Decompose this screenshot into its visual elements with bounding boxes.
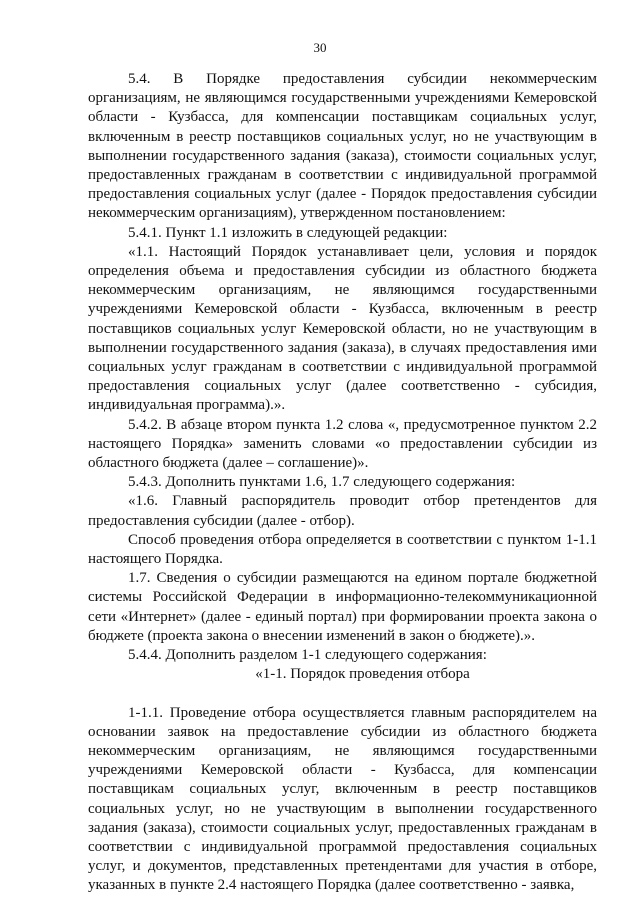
paragraph-1-7: 1.7. Сведения о субсидии размещаются на едином портале бюджетной системы Российской Федерации в информационно-телекоммуникационной сети «Интернет» (далее - единый портал) при формировании проекта закона о бюджете (проекта закона о внесении изменений в закон о бюджете).». <box>88 570 597 644</box>
paragraph-5-4-3: 5.4.3. Дополнить пунктами 1.6, 1.7 следующего содержания: <box>128 474 516 491</box>
document-body <box>88 70 597 896</box>
paragraph-1-6-quote: «1.6. Главный распорядитель проводит отбор претендентов для предоставления субсидии (далее - отбор). <box>88 493 597 529</box>
paragraph-spacer <box>88 685 597 704</box>
paragraph-selection-method: Способ проведения отбора определяется в соответствии с пунктом 1-1.1 настоящего Порядка. <box>88 531 597 568</box>
section-heading: «1-1. Порядок проведения отбора <box>255 666 470 683</box>
paragraph-5-4-1: 5.4.1. Пункт 1.1 изложить в следующей редакции: <box>128 224 448 241</box>
page-number: 30 <box>313 40 327 55</box>
paragraph-5-4: 5.4. В Порядке предоставления субсидии некоммерческим организациям, не являющимся государственными учреждениями Кемеровской области - Кузбасса, для компенсации поставщикам социальных услуг, включенным в реестр поставщиков социальных услуг, но не участвующим в выполнении государственного задания (заказа), стоимости социальных услуг, предоставленных гражданам в соответствии с индивидуальной программой предоставления социальных услуг (далее - Порядок предоставления субсидии некоммерческим организациям), утвержденном постановлением: <box>88 71 597 222</box>
paragraph-5-4-4: 5.4.4. Дополнить разделом 1-1 следующего содержания: <box>128 647 487 664</box>
paragraph-1-1-1: 1-1.1. Проведение отбора осуществляется главным распорядителем на основании заявок на предоставление субсидии из областного бюджета некоммерческим организациям, не являющимся государственными учреждениями Кемеровской области - Кузбасса, для компенсации поставщикам социальных услуг, включенным в реестр поставщиков социальных услуг, но не участвующим в выполнении государственного задания (заказа), стоимости социальных услуг, предоставленных гражданам в соответствии с индивидуальной программой предоставления социальных услуг, и документов, представленных претендентами для участия в отборе, указанных в пункте 2.4 настоящего Порядка (далее соответственно - заявка, <box>88 704 597 894</box>
paragraph-5-4-2: 5.4.2. В абзаце втором пункта 1.2 слова «, предусмотренное пунктом 2.2 настоящего Порядка» заменить словами «о предоставлении субсидии из областного бюджета (далее – соглашение)». <box>88 416 597 472</box>
paragraph-1-1-quote: «1.1. Настоящий Порядок устанавливает цели, условия и порядок определения объема и предоставления субсидии из областного бюджета некоммерческим организациям, не являющимся государственными учреждениями Кемеровской области - Кузбасса, включенным в реестр поставщиков социальных услуг Кемеровской области, но не участвующим в выполнении государственного задания (заказа), в случаях предоставления ими социальных услуг гражданам в соответствии с индивидуальной программой предоставления социальных услуг (далее соответственно - субсидия, индивидуальная программа).». <box>88 243 597 414</box>
